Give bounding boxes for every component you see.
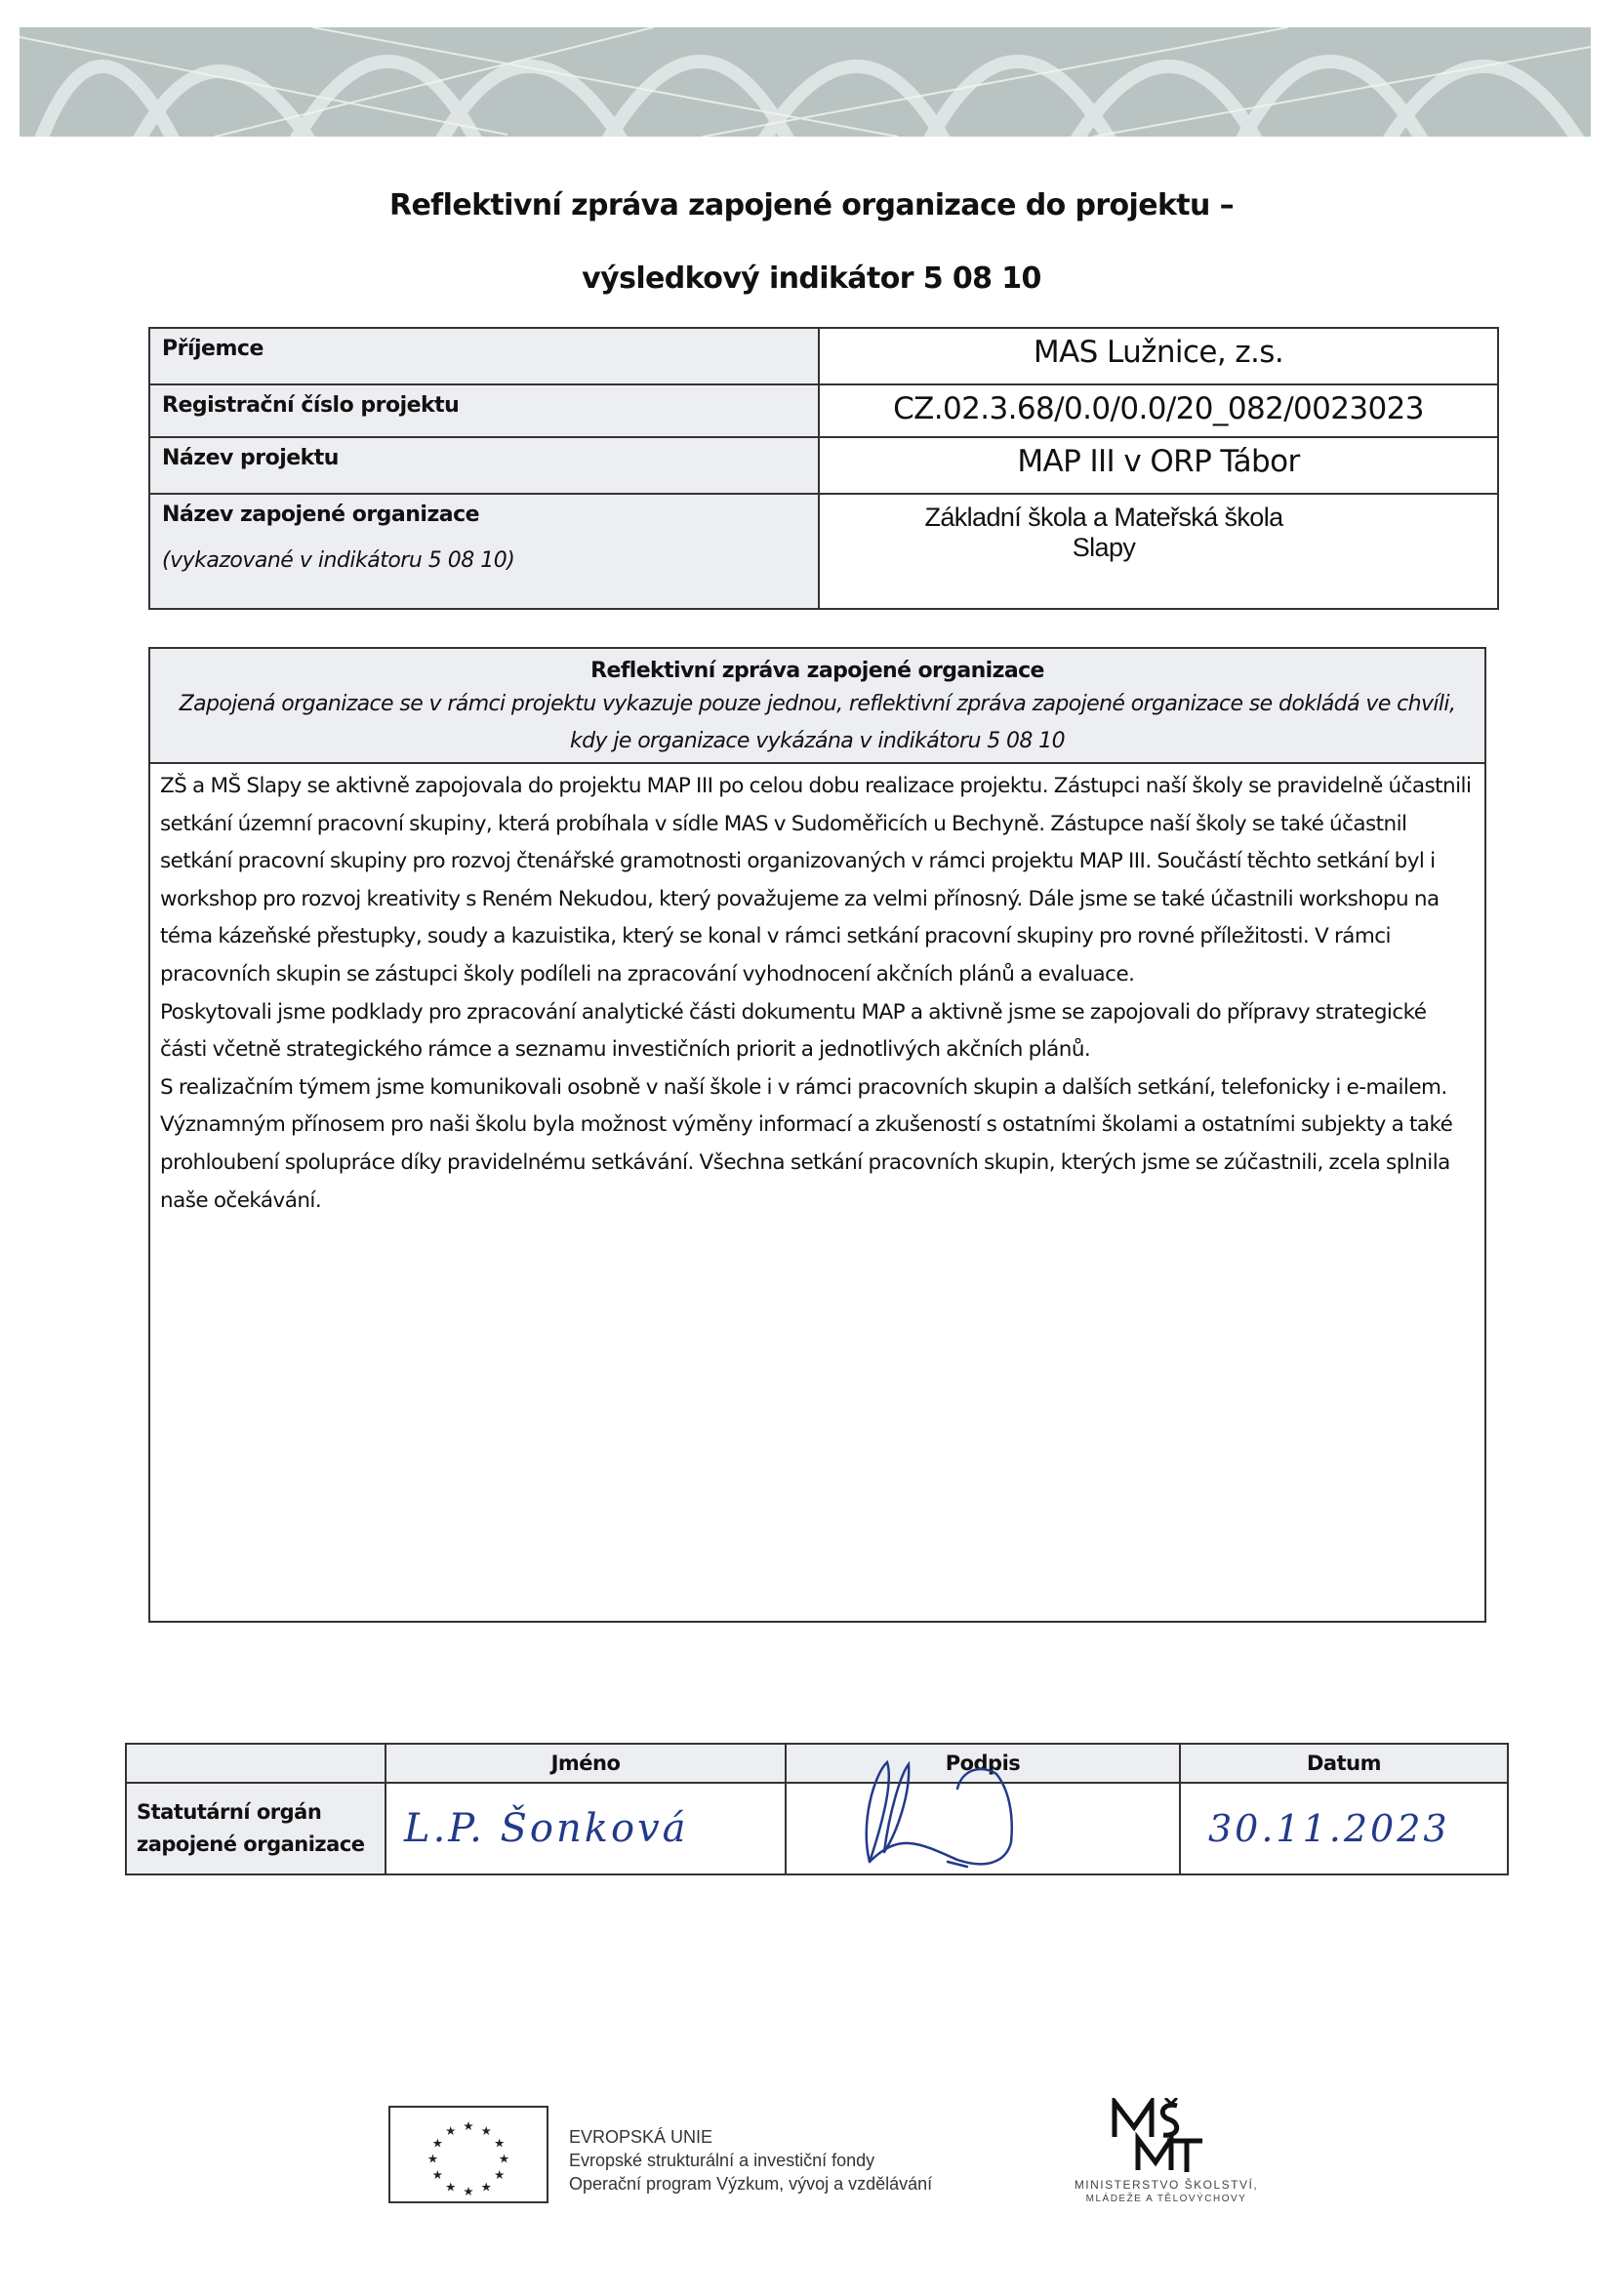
handwritten-name: L.P. Šonková bbox=[404, 1806, 689, 1851]
value-organization-line2: Slapy bbox=[1072, 533, 1136, 562]
reflection-paragraph: Poskytovali jsme podklady pro zpracování analytické části dokumentu MAP a aktivně jsme se zapojovali do přípravy strategické části včetně strategického rámce a seznamu investičních priorit a jednotlivých akčních plánů. bbox=[160, 999, 1427, 1063]
svg-text:★: ★ bbox=[445, 2179, 457, 2195]
svg-text:★: ★ bbox=[494, 2135, 506, 2151]
table-row bbox=[149, 328, 1498, 384]
svg-text:★: ★ bbox=[498, 2151, 510, 2166]
value-organization-line1: Základní škola a Mateřská škola bbox=[924, 503, 1283, 532]
value-registration-number: CZ.02.3.68/0.0/0.0/20_082/0023023 bbox=[819, 384, 1498, 437]
table-row bbox=[126, 1783, 1508, 1874]
reflection-paragraph: S realizačním týmem jsme komunikovali osobně v naší škole i v rámci pracovních skupin a dalších setkání, telefonicky i e-mailem. bbox=[160, 1074, 1447, 1100]
label-registration-number: Registrační číslo projektu bbox=[149, 384, 819, 437]
reflection-paragraph: ZŠ a MŠ Slapy se aktivně zapojovala do projektu MAP III po celou dobu realizace projektu. Zástupci naší školy se pravidelně účastnili setkání územní pracovní skupiny, která probíhala v sídle MAS v Sudoměřicích u Bechyně. Zástupce naší školy se také účastnil setkání pracovní skupiny pro rozvoj čtenářské gramotnosti organizovaných v rámci projektu MAP III. Součástí těchto setkání byl i workshop pro rozvoj kreativity s Reném Nekudou, který považujeme za velmi přínosný. Dále jsme se také účastnili workshopu na téma kázeňské přestupky, soudy a kazuistika, který se konal v rámci setkání pracovní skupiny pro rovné příležitosti. V rámci pracovních skupin se zástupci školy podíleli na zpracování vyhodnocení akčních plánů a evaluace. bbox=[160, 774, 1472, 987]
table-row bbox=[149, 384, 1498, 437]
eu-text-block bbox=[569, 2125, 932, 2195]
svg-text:★: ★ bbox=[431, 2135, 443, 2151]
svg-text:★: ★ bbox=[480, 2179, 492, 2195]
page-title-line1: Reflektivní zpráva zapojené organizace do projektu – bbox=[388, 188, 1235, 222]
label-organization bbox=[149, 494, 819, 609]
svg-text:★: ★ bbox=[494, 2166, 506, 2182]
eu-line2: Evropské strukturální a investiční fondy bbox=[569, 2151, 875, 2170]
msmt-line2: MLÁDEŽE A TĚLOVÝCHOVY bbox=[1085, 2194, 1247, 2204]
msmt-text-block bbox=[1054, 2178, 1278, 2205]
header-date: Datum bbox=[1180, 1744, 1508, 1783]
value-project-name: MAP III v ORP Tábor bbox=[819, 437, 1498, 494]
header-name: Jméno bbox=[385, 1744, 786, 1783]
reflection-note: Zapojená organizace se v rámci projektu vykazuje pouze jednou, reflektivní zpráva zapojené organizace se dokládá ve chvíli, kdy je organizace vykázána v indikátoru 5 08 10 bbox=[179, 692, 1456, 753]
table-row bbox=[149, 437, 1498, 494]
eu-line3: Operační program Výzkum, vývoj a vzdělávání bbox=[569, 2174, 933, 2194]
value-recipient: MAS Lužnice, z.s. bbox=[819, 328, 1498, 384]
signature-cell bbox=[786, 1783, 1180, 1874]
label-recipient: Příjemce bbox=[149, 328, 819, 384]
eu-stars-flag-icon bbox=[390, 2108, 547, 2201]
table-header-row bbox=[126, 1744, 1508, 1783]
eu-line1: EVROPSKÁ UNIE bbox=[569, 2127, 713, 2147]
signature-table bbox=[125, 1743, 1509, 1875]
handwritten-signature-icon bbox=[840, 1745, 1065, 1872]
handwritten-date: 30.11.2023 bbox=[1208, 1807, 1450, 1850]
row-label-statutory-body bbox=[126, 1783, 385, 1874]
svg-text:★: ★ bbox=[463, 2118, 474, 2134]
header-empty bbox=[126, 1744, 385, 1783]
date-cell bbox=[1180, 1783, 1508, 1874]
project-info-table bbox=[148, 327, 1499, 610]
value-organization bbox=[819, 494, 1498, 609]
reflection-box bbox=[148, 647, 1486, 1623]
reflection-heading: Reflektivní zpráva zapojené organizace bbox=[590, 659, 1044, 683]
svg-text:★: ★ bbox=[426, 2151, 439, 2166]
svg-text:★: ★ bbox=[445, 2122, 457, 2138]
header-signature: Podpis bbox=[786, 1744, 1180, 1783]
eu-logo-box bbox=[388, 2106, 548, 2203]
name-cell bbox=[385, 1783, 786, 1874]
msmt-line1: MINISTERSTVO ŠKOLSTVÍ, bbox=[1074, 2178, 1259, 2192]
table-row bbox=[149, 494, 1498, 609]
row-label-line2: zapojené organizace bbox=[137, 1833, 365, 1856]
reflection-body bbox=[150, 764, 1484, 1220]
label-project-name: Název projektu bbox=[149, 437, 819, 494]
page-title-line2: výsledkový indikátor 5 08 10 bbox=[582, 262, 1041, 296]
label-organization-text: Název zapojené organizace bbox=[162, 503, 480, 527]
decorative-banner bbox=[20, 27, 1591, 137]
reflection-header bbox=[150, 649, 1484, 764]
label-organization-sublabel: (vykazované v indikátoru 5 08 10) bbox=[162, 548, 515, 573]
msmt-logo-icon bbox=[1109, 2098, 1216, 2172]
row-label-line1: Statutární orgán bbox=[137, 1800, 322, 1824]
svg-text:★: ★ bbox=[431, 2166, 443, 2182]
reflection-paragraph: Významným přínosem pro naši školu byla možnost výměny informací a zkušeností s ostatními školami a ostatními subjekty a také prohloubení spolupráce díky pravidelnému setkávání. Všechna setkání pracovních skupin, kterých jsme se zúčastnili, zcela splnila naše očekávání. bbox=[160, 1112, 1453, 1213]
svg-text:★: ★ bbox=[480, 2122, 492, 2138]
banner-pattern-icon bbox=[20, 27, 1591, 137]
svg-text:★: ★ bbox=[463, 2184, 474, 2199]
